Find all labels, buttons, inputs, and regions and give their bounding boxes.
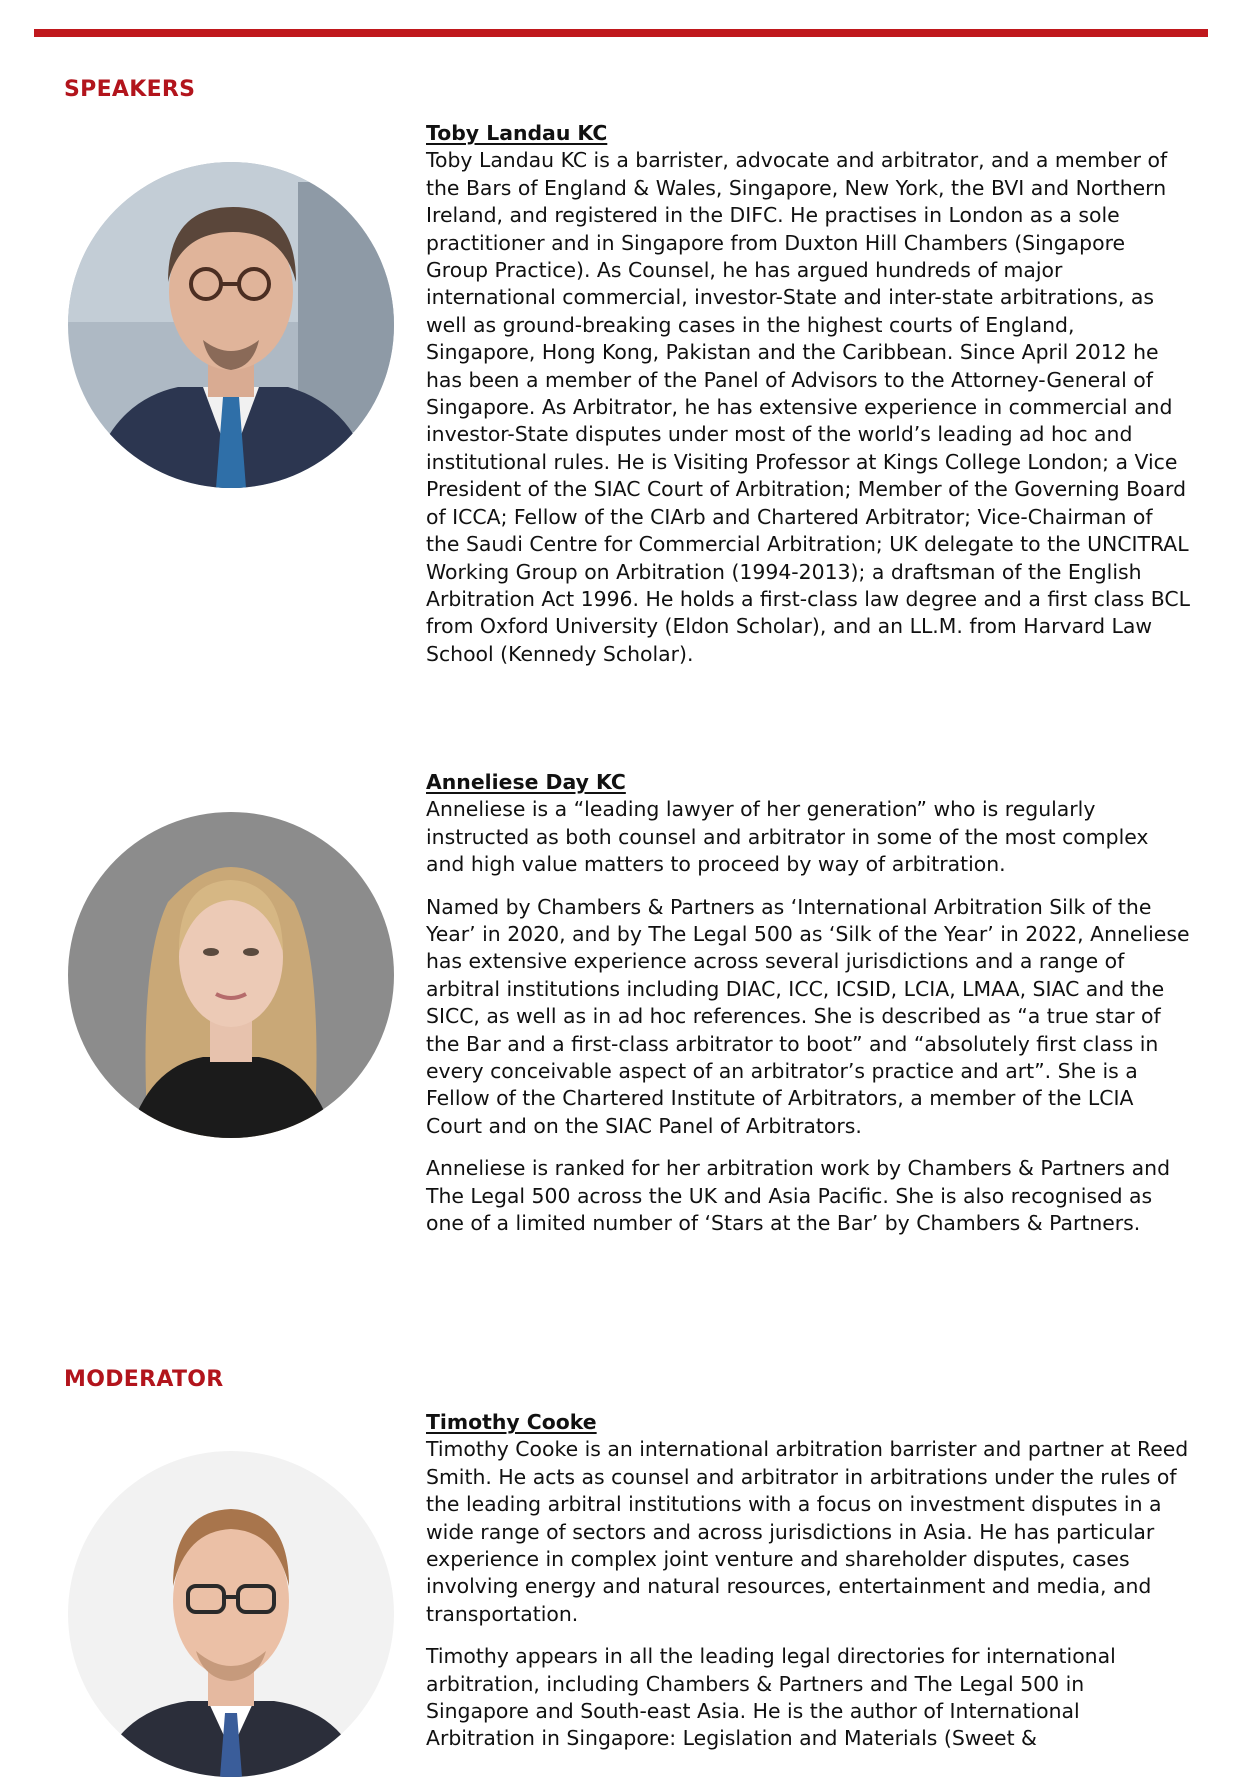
- moderator-bio: [426, 1409, 1190, 1768]
- speaker-name: Toby Landau KC: [426, 121, 608, 145]
- bio-paragraph: Timothy appears in all the leading legal directories for international arbitration, including Chambers & Partners and The Legal 500 in Singapore and South-east Asia. He is the author of International Arbitration in Singapore: Legislation and Materials (Sweet &: [426, 1644, 1116, 1751]
- bio-paragraph: Toby Landau KC is a barrister, advocate and arbitrator, and a member of the Bars of England & Wales, Singapore, New York, the BVI and Northern Ireland, and registered in the DIFC. He practises in London as a sole practitioner and in Singapore from Duxton Hill Chambers (Singapore Group Practice). As Counsel, he has argued hundreds of major international commercial, investor-State and inter-state arbitrations, as well as ground-breaking cases in the highest courts of England, Singapore, Hong Kong, Pakistan and the Caribbean. Since April 2012 he has been a member of the Panel of Advisors to the Attorney-General of Singapore. As Arbitrator, he has extensive experience in commercial and investor-State disputes under most of the world’s leading ad hoc and institutional rules. He is Visiting Professor at Kings College London; a Vice President of the SIAC Court of Arbitration; Member of the Governing Board of ICCA; Fellow of the CIArb and Chartered Arbitrator; Vice-Chairman of the Saudi Centre for Commercial Arbitration; UK delegate to the UNCITRAL Working Group on Arbitration (1994-2013); a draftsman of the English Arbitration Act 1996. He holds a first-class law degree and a first class BCL from Oxford University (Eldon Scholar), and an LL.M. from Harvard Law School (Kennedy Scholar).: [426, 148, 1190, 666]
- moderator-name: Timothy Cooke: [426, 1410, 597, 1434]
- speaker-name: Anneliese Day KC: [426, 770, 626, 794]
- speakers-heading: SPEAKERS: [64, 77, 196, 102]
- portrait-image: [68, 812, 394, 1138]
- portrait-photo-anneliese-day-icon: [68, 812, 394, 1138]
- bio-paragraph: Named by Chambers & Partners as ‘International Arbitration Silk of the Year’ in 2020, and by The Legal 500 as ‘Silk of the Year’ in 2022, Anneliese has extensive experience across several jurisdictions and a range of arbitral institutions including DIAC, ICC, ICSID, LCIA, LMAA, SIAC and the SICC, as well as in ad hoc references. She is described as “a true star of the Bar and a first-class arbitrator to boot” and “absolutely first class in every conceivable aspect of an arbitrator’s practice and art”. She is a Fellow of the Chartered Institute of Arbitrators, a member of the LCIA Court and on the SIAC Panel of Arbitrators.: [426, 894, 1190, 1138]
- bio-paragraph: Anneliese is a “leading lawyer of her generation” who is regularly instructed as both counsel and arbitrator in some of the most complex and high value matters to proceed by way of arbitration.: [426, 797, 1149, 877]
- bio-paragraph: Anneliese is ranked for her arbitration work by Chambers & Partners and The Legal 500 across the UK and Asia Pacific. She is also recognised as one of a limited number of ‘Stars at the Bar’ by Chambers & Partners.: [426, 1156, 1171, 1236]
- portrait-image: [68, 1451, 394, 1777]
- bio-paragraph: Timothy Cooke is an international arbitration barrister and partner at Reed Smith. He acts as counsel and arbitrator in arbitrations under the rules of the leading arbitral institutions with a focus on investment disputes in a wide range of sectors and across jurisdictions in Asia. He has particular experience in complex joint venture and shareholder disputes, cases involving energy and natural resources, entertainment and media, and transportation.: [426, 1437, 1189, 1626]
- speaker-bio: [426, 769, 1190, 1253]
- portrait-photo-timothy-cooke-icon: [68, 1451, 394, 1777]
- portrait-image: [68, 162, 394, 488]
- top-accent-rule: [34, 29, 1208, 37]
- moderator-heading: MODERATOR: [64, 1367, 224, 1392]
- portrait-photo-toby-landau-icon: [68, 162, 394, 488]
- speaker-bio: [426, 120, 1190, 683]
